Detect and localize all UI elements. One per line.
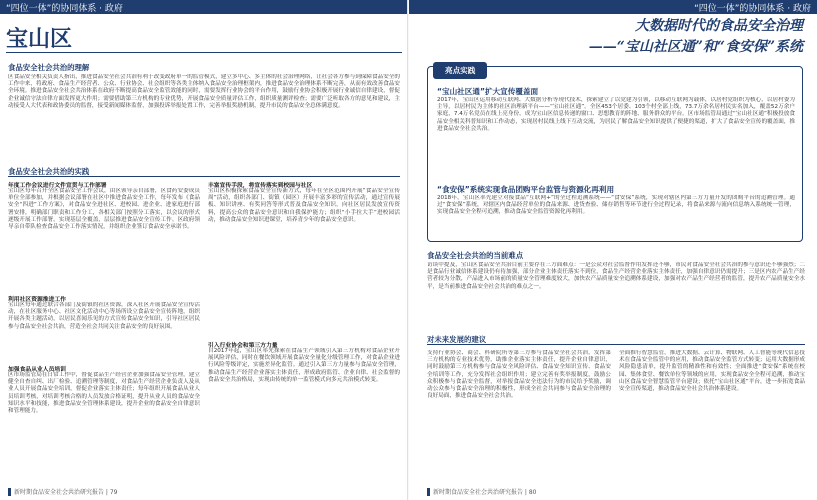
title-rule (6, 52, 402, 53)
section-difficulty-body: 访谈中提及，宝山区食品安全共治目前主要存在三方面难点：一是公众对社会监督作用发挥还不够，市民对食品安全社会共治的参与意识还不够强烈；二是食品行业诚信体系建设仍有待加强，部分企业主体责任落实不到位，食品生产经营企业落实主体责任，加强自律意识仍需提升；三是区内农产品生产经营者较为分散，产品进入市场前的质量安全管理难度较大，加快农产品质量安全追溯体系建设，加强对农产品生产经营者的监管，提升农产品质量安全水平，是当前推进食品安全社会共治的难点之一。 (427, 262, 805, 290)
practice-col1-sub2: 利用社区资源推进工作 (8, 297, 66, 303)
right-footer: 新时期食品安全社会共治研究报告 | 80 (433, 489, 537, 496)
section-practice-title: 食品安全社会共治的实践 (8, 167, 90, 176)
highlight-head1: “宝山社区通”扩大宣传覆盖面 (437, 87, 539, 96)
highlight-text2: 2018年，宝山区率先建立对接食品“互联网+”的全过程追溯系统——“食安保”系统，实现对辖区内第三方力量开发的团购平台的追溯管理。通过“食安保”系统，对辖区内食品经营单位的食品来源、进货查验、储存销售等环节进行全过程记录，将食品来源与流向信息纳入系统统一管理，实现食品安全全程可追溯，推动食品安全监管资源化再利用。 (437, 195, 795, 216)
suggestion-col1: 支持行业协会、商会、科研院所等第三方参与食品安全社会共治，发挥第三方机构的专业技术优势，助推企业落实主体责任，提升企业自律意识，同时鼓励第三方机构参与食品安全风险评估、食品安全知识宣传、食品安全培训等工作，充分发挥社会组织作用；建立完善有奖举报制度，鼓励公众积极参与食品安全监督，对举报食品安全违法行为的市民给予奖励，调动公众参与食品安全治理的积极性，形成全社会共同参与食品安全治理的良好局面，推进食品安全社会共治。 (427, 350, 611, 400)
suggestion-col2: 全面推行智慧监管，推进大数据、云计算、物联网、人工智能等现代信息技术在食品安全监管中的应用，推动食品安全监管方式转变；运用大数据形成风险隐患清单，提升监管的精准性和有效性；全面推进“食安保”系统在校园、集体食堂、餐饮单位等领域的应用，实现食品安全全程可追溯，推动宝山区食品安全智慧监管平台建设；依托“宝山社区通”平台，进一步拓宽食品安全宣传渠道，推动食品安全社会共治体系建设。 (619, 350, 805, 393)
left-header-bar (0, 0, 408, 14)
practice-col1-text2: 宝山区每年通过联合各部门及街镇的社区资源，深入社区开展食品安全宣传活动，在社区服务中心、社区文化活动中心等场所设立食品安全宣传阵地，组织开展各类主题活动，以居民喜闻乐见的方式宣传食品安全知识，引导社区居民参与食品安全社会共治，营造全社会共同关注食品安全的良好氛围。 (8, 302, 200, 330)
section-understanding-body: 区食品安全相关负责人指出，推进食品安全社会共治有利于改变政府单一的监管模式，建立多中心、多主体的社会治理网络，让社会各方参与到保障食品安全的工作中来，将政府、食品生产经营者、公众、行业协会、社会组织等各类主体纳入食品安全治理框架内，推进食品安全治理体系不断完善，从而有效改善食品安全环境。推进食品安全社会共治体系在政府不断提高食品安全监管效能的同时，需要发挥行业协会的平台作用，鼓励行业协会积极开展行业诚信自律建设，督促企业诚信守法自律方面发挥更大作用；需要借助第三方机构的专业优势，开展食品安全质量评估工作，组织质量测评检查；需要广泛听取各方的意见和建议，主动接受人大代表和政协委员的监督，接受新闻媒体监督，加强投诉举报处置工作，完善举报奖励机制，提升市民的食品安全总体满意度。 (8, 74, 400, 109)
district-title: 宝山区 (6, 26, 73, 52)
section-suggestion-title: 对未来发展的建议 (427, 335, 487, 344)
right-title-line1: 大数据时代的食品安全治理 (635, 18, 803, 34)
practice-col1-text3: 区市场监管局在日常工作中，督促食品生产经营企业加强食品安全管理，建立健全自查自纠、出厂检验、追溯管理等制度，对食品生产经营企业负责人及从业人员开展食品安全培训，督促企业落实主体责任；每年组织开展食品从业人员培训考核，对培训考核合格的人员发放合格证明，提升从业人员的食品安全知识水平和技能，推进食品安全管理体系建设，提升企业的食品安全自律意识和管理能力。 (8, 372, 200, 415)
right-header-bar (409, 0, 817, 14)
practice-col2-sub1: 丰富宣传手段，将宣传落实到校园与社区 (208, 183, 313, 189)
left-header-label: “四位一体”的协同体系 · 政府 (6, 4, 123, 14)
left-page (0, 0, 408, 500)
right-title-line2: ——“宝山社区通”和“食安保”系统 (588, 39, 803, 55)
right-footer-mark (427, 488, 430, 496)
right-header-label: “四位一体”的协同体系 · 政府 (694, 4, 811, 14)
section-practice-rule (8, 176, 400, 177)
practice-col1-text1: 宝山区每年召开全区食品安全工作会议，由区领导亲自部署，区食药安委成员单位全部参加，并根据会议部署在社区中推进食品安全工作，每年发布《食品安全“四进”工作方案》，对食品安全进社区、进校园、进企业、进家庭进行部署安排，明确部门职责和工作分工，各相关部门按照分工落实，以会议的形式逐级开展工作部署，实现基层全覆盖，层层推进食品安全宣传工作。区政府领导亲自带队检查食品安全工作落实情况，并组织企业签订食品安全承诺书。 (8, 188, 200, 231)
practice-col1-sub3: 加强食品从业人员培训 (8, 367, 66, 373)
highlight-head2: “食安保”系统实现食品团购平台监管与资源化再利用 (437, 185, 615, 194)
section-suggestion-rule (427, 344, 805, 345)
practice-col1-sub1: 年度工作会议进行文件宣贯与工作部署 (8, 183, 107, 189)
section-difficulty-title: 食品安全社会共治的当前难点 (427, 251, 524, 260)
practice-col2-sub2: 引入行业协会和第三方力量 (208, 343, 278, 349)
right-page (409, 0, 817, 500)
left-footer: 新时期食品安全社会共治研究报告 | 79 (14, 489, 118, 496)
highlight-tag: 亮点实践 (433, 62, 487, 79)
practice-col2-text2: 自2017年起，宝山区率先探索在食品生产领域引入第三方机构对食品企业开展风险评估，同时在餐饮领域开展食品安全量化分级管理工作，对食品企业进行风险等级评定，实施差异化监管。通过引入第三方力量参与食品安全管理，推动食品生产经营企业落实主体责任，形成政府监管、企业自律、社会监督的食品安全共治格局，实现由传统的单一监管模式向多元共治模式转变。 (208, 348, 400, 383)
left-footer-mark (8, 488, 11, 496)
section-understanding-title: 食品安全社会共治的理解 (8, 63, 90, 72)
practice-col2-text1: 宝山区积极探索食品安全宣传新方式，每年在全区范围内开展“食品安全宣传周”活动，组织各部门、街镇（园区）开展丰富多彩的宣传活动，通过宣传展板、知识讲座、有奖问答等形式普及食品安全知识，向社区居民发放宣传资料，提高公众的食品安全意识和自我保护能力；组织“小手拉大手”进校园活动，推动食品安全知识进课堂，培养青少年的食品安全意识。 (208, 188, 400, 223)
highlight-text1: 2017年，宝山区运用移动互联网、大数据分析等现代技术，探索建立了以党建为引领，以移动互联网为载体，以居村党组织为核心，以居村委为主导，以居村民为主体的社区治理新平台——“宝山社区通”。全区453个居委、103个村全部上线，73.7万余名居村民实名加入，覆盖52万余户家庭，7.4万名党员在线上亮身份，成为宝山区信息传递的窗口、思想教育的阵地、服务群众的平台。区市场监管局通过“宝山社区通”积极投放食品安全相关科普知识和工作动态，实现居村民线上线下互动交流，为居民了解食品安全知识提供了便捷的渠道，扩大了食品安全宣传的覆盖面，推进食品安全社会共治。 (437, 97, 795, 132)
